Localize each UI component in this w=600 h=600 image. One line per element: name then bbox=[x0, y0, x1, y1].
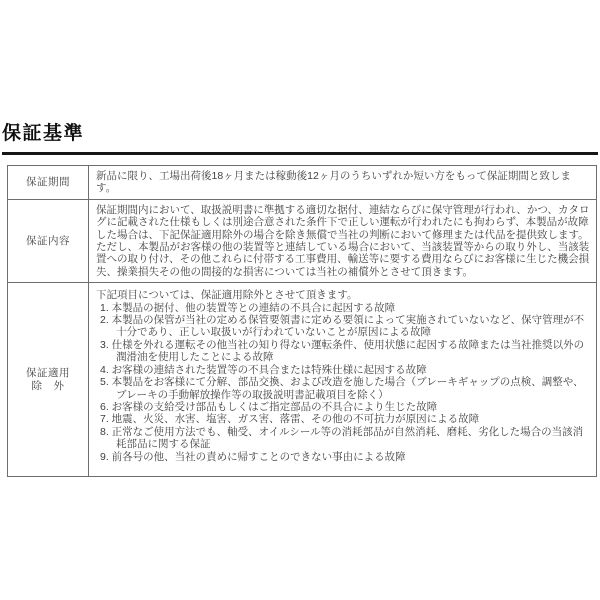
exclusion-item: 7. 地震、火災、水害、塩害、ガス害、落雷、その他の不可抗力が原因による故障 bbox=[100, 413, 480, 426]
table-row-warranty-exclusions bbox=[8, 283, 597, 477]
row-label-warranty-coverage: 保証内容 bbox=[8, 199, 89, 282]
exclusions-label-line2: 除 外 bbox=[31, 379, 65, 392]
exclusion-item: 5. 本製品をお客様にて分解、部品交換、および改造を施した場合（ブレーキギャップの点検、調整や、ブレーキの手動解放操作等の取扱説明書記載項目を除く） bbox=[100, 376, 584, 401]
warranty-table bbox=[7, 165, 597, 477]
table-row-warranty-period bbox=[8, 166, 597, 200]
exclusion-item: 1. 本製品の据付、他の装置等との連結の不具合に起因する故障 bbox=[100, 301, 396, 314]
exclusions-intro: 下記項目については、保証適用除外とさせて頂きます。 bbox=[96, 289, 358, 302]
exclusion-item: 6. お客様の支給受け部品もしくはご指定部品の不具合により生じた故障 bbox=[100, 400, 438, 413]
title-underline bbox=[2, 152, 598, 155]
exclusions-list bbox=[96, 302, 590, 463]
exclusion-item: 9. 前各号の他、当社の責めに帰すことのできない事由による故障 bbox=[100, 450, 406, 463]
row-label-warranty-period: 保証期間 bbox=[8, 166, 89, 200]
exclusion-item: 4. お客様の連結された装置等の不具合または特殊仕様に起因する故障 bbox=[100, 363, 427, 376]
page-title: 保証基準 bbox=[2, 123, 85, 144]
exclusion-item: 2. 本製品の保管が当社の定める保管要領書に定める要領によって実施されていないなど、保守管理が不十分であり、正しい取扱いが行われていないことが原因による故障 bbox=[100, 314, 585, 339]
table-row-warranty-coverage bbox=[8, 199, 597, 282]
exclusion-item: 3. 仕様を外れる運転その他当社の知り得ない運転条件、使用状態に起因する故障または当社推奨以外の潤滑油を使用したことによる故障 bbox=[100, 338, 585, 364]
exclusion-item: 8. 正常なご使用方法でも、軸受、オイルシール等の消耗部品が自然消耗、磨耗、劣化した場合の当該消耗部品に関する保証 bbox=[100, 425, 584, 451]
row-label-warranty-exclusions bbox=[8, 283, 89, 477]
row-content-warranty-period: 新品に限り、工場出荷後18ヶ月または稼動後12ヶ月のうちいずれか短い方をもって保証期間と致します。 bbox=[89, 166, 597, 200]
exclusions-label-line1: 保証適用 bbox=[26, 367, 70, 380]
row-content-warranty-coverage: 保証期間内において、取扱説明書に準拠する適切な据付、連結ならびに保守管理が行われ、かつ、カタログに記載された仕様もしくは別途合意された条件下で正しい運転が行われたにも拘わらず、本製品が故障した場合は、下記保証適用除外の場合を除き無償で当社の判断において修理または代品を提供致します。ただし、本製品がお客様の他の装置等と連結している場合において、当該装置等からの取り外し、当該装置への取り付け、その他これらに付帯する工事費用、輸送等に要する費用ならびにお客様に生じた機会損失、操業損失その他の間接的な損害については当社の補償外とさせて頂きます。 bbox=[89, 199, 597, 282]
row-content-warranty-exclusions bbox=[89, 283, 597, 477]
